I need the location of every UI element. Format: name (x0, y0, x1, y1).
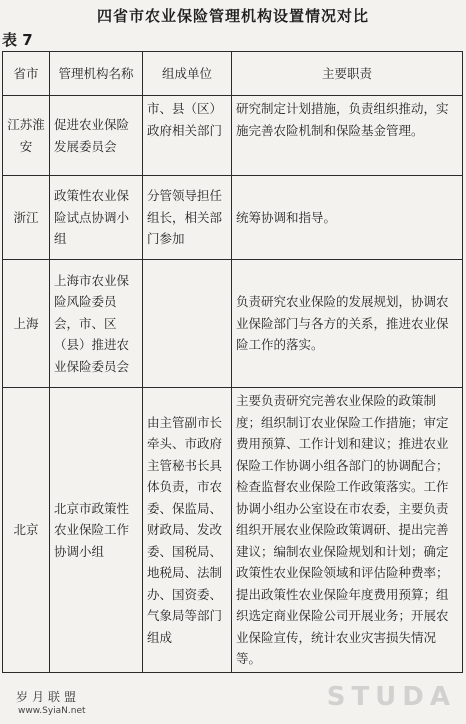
province-cell: 北京 (3, 388, 50, 673)
document-title: 四省市农业保险管理机构设置情况对比 (96, 7, 369, 25)
province-cell: 江苏淮安 (3, 96, 50, 176)
table-row (3, 388, 463, 673)
composition-cell: 由主管副市长牵头、市政府主管秘书长具体负责，市农委、保监局、财政局、发改委、国税局、地税局、法制办、国资委、气象局等部门组成 (143, 388, 232, 673)
org-name-cell: 政策性农业保险试点协调小组 (50, 176, 143, 260)
header-province: 省市 (3, 52, 50, 96)
org-name-cell: 促进农业保险发展委员会 (50, 96, 143, 176)
province-cell: 上海 (3, 260, 50, 388)
province-cell: 浙江 (3, 176, 50, 260)
composition-cell: 分管领导担任组长，相关部门参加 (143, 176, 232, 260)
comparison-table (2, 51, 463, 673)
org-name-cell: 北京市政策性农业保险工作协调小组 (50, 388, 143, 673)
duties-cell: 研究制定计划措施，负责组织推动，实施完善农险机制和保险基金管理。 (232, 96, 463, 176)
header-org-name: 管理机构名称 (50, 52, 143, 96)
org-name-cell: 上海市农业保险风险委员会，市、区（县）推进农业保险委员会 (50, 260, 143, 388)
duties-cell: 统筹协调和指导。 (232, 176, 463, 260)
duties-cell: 负责研究农业保险的发展规划，协调农业保险部门与各方的关系，推进农业保险工作的落实。 (232, 260, 463, 388)
site-url: www.SyiaN.net (18, 706, 86, 716)
table-label: 表 7 (2, 31, 33, 49)
table-row (3, 96, 463, 176)
duties-cell: 主要负责研究完善农业保险的政策制度；组织制订农业保险工作措施；审定费用预算、工作计划和建议；推进农业保险工作协调小组各部门的协调配合；检查监督农业保险工作政策落实。工作协调小组办公室设在市农委，主要负责组织开展农业保险政策调研、提出完善建议；编制农业保险规划和计划；确定政策性农业保险领域和评估险种费率；提出政策性农业保险年度费用预算；组织选定商业保险公司开展业务；开展农业保险宣传，统计农业灾害损失情况等。 (232, 388, 463, 673)
composition-cell: 市、县（区）政府相关部门 (143, 96, 232, 176)
table-header-row (3, 52, 463, 96)
table-row (3, 176, 463, 260)
header-duties: 主要职责 (232, 52, 463, 96)
composition-cell (143, 260, 232, 388)
site-name: 岁月联盟 (16, 690, 81, 704)
header-composition: 组成单位 (143, 52, 232, 96)
watermark-text: STUDA (326, 682, 456, 712)
table-row (3, 260, 463, 388)
